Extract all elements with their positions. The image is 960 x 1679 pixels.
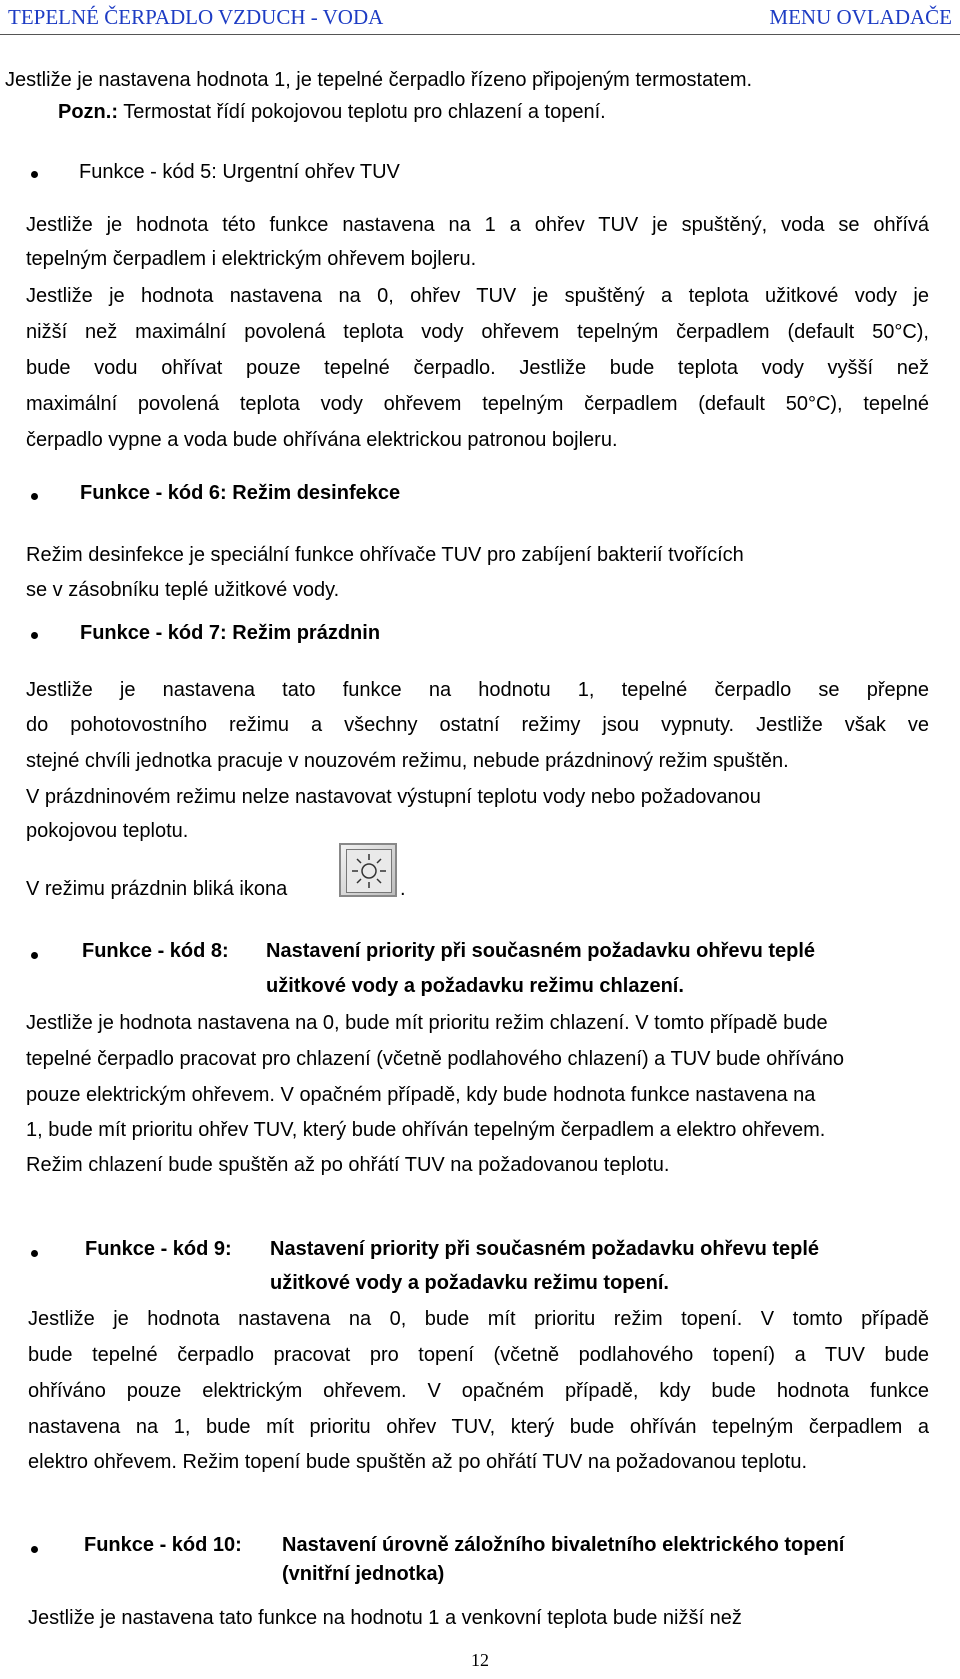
f5-line: nižší než maximální povolená teplota vody ohřevem tepelným čerpadlem (default 50°C), <box>26 321 929 343</box>
f9-line: bude tepelné čerpadlo pracovat pro topení (včetně podlahového topení) a TUV bude <box>28 1344 929 1366</box>
f9-label: Funkce - kód 9: <box>85 1238 232 1260</box>
f5-line: bude vodu ohřívat pouze tepelné čerpadlo. Jestliže bude teplota vody vyšší než <box>26 357 929 379</box>
icon-period: . <box>400 878 406 900</box>
bullet-icon <box>31 952 38 959</box>
bullet-icon <box>31 171 38 178</box>
f6-heading: Funkce - kód 6: Režim desinfekce <box>80 482 401 504</box>
sun-icon <box>339 843 397 897</box>
f9-line: elektro ohřevem. Režim topení bude spuštěn až po ohřátí TUV na požadovanou teplotu. <box>28 1451 808 1473</box>
f8-line: 1, bude mít prioritu ohřev TUV, který bude ohříván tepelným čerpadlem a elektro ohřevem. <box>26 1119 826 1141</box>
f8-line: Režim chlazení bude spuštěn až po ohřátí TUV na požadovanou teplotu. <box>26 1154 670 1176</box>
f10-line: Jestliže je nastavena tato funkce na hodnotu 1 a venkovní teplota bude nižší než <box>28 1607 742 1629</box>
note-text: Termostat řídí pokojovou teplotu pro chlazení a topení. <box>118 101 606 123</box>
f9-line: Jestliže je hodnota nastavena na 0, bude mít prioritu režim topení. V tomto případě <box>28 1308 929 1330</box>
f9-title: užitkové vody a požadavku režimu topení. <box>270 1272 669 1294</box>
f7-heading: Funkce - kód 7: Režim prázdnin <box>80 622 381 644</box>
f8-label: Funkce - kód 8: <box>82 940 229 962</box>
f8-line: tepelné čerpadlo pracovat pro chlazení (včetně podlahového chlazení) a TUV bude ohříváno <box>26 1048 844 1070</box>
header-title: TEPELNÉ ČERPADLO VZDUCH - VODA <box>8 5 384 29</box>
bullet-icon <box>31 1250 38 1257</box>
f7-line: do pohotovostního režimu a všechny ostatní režimy jsou vypnuty. Jestliže však ve <box>26 714 929 736</box>
bullet-icon <box>31 493 38 500</box>
note-label: Pozn.: <box>58 101 118 123</box>
f5-line: tepelným čerpadlem i elektrickým ohřevem bojleru. <box>26 248 477 270</box>
f5-line: maximální povolená teplota vody ohřevem tepelným čerpadlem (default 50°C), tepelné <box>26 393 929 415</box>
f8-line: Jestliže je hodnota nastavena na 0, bude mít prioritu režim chlazení. V tomto případě bude <box>26 1012 828 1034</box>
page-header <box>0 0 960 35</box>
header-section: MENU OVLADAČE <box>769 5 952 29</box>
f9-line: nastavena na 1, bude mít prioritu ohřev TUV, který bude ohříván tepelným čerpadlem a <box>28 1416 929 1438</box>
f5-line: Jestliže je hodnota nastavena na 0, ohřev TUV je spuštěný a teplota užitkové vody je <box>26 285 929 307</box>
f5-heading: Funkce - kód 5: Urgentní ohřev TUV <box>79 161 400 183</box>
f8-line: pouze elektrickým ohřevem. V opačném případě, kdy bude hodnota funkce nastavena na <box>26 1084 816 1106</box>
f8-title: užitkové vody a požadavku režimu chlazení. <box>266 975 684 997</box>
f9-line: ohříváno pouze elektrickým ohřevem. V opačném případě, kdy bude hodnota funkce <box>28 1380 929 1402</box>
f10-label: Funkce - kód 10: <box>84 1534 242 1556</box>
intro-line: Jestliže je nastavena hodnota 1, je tepelné čerpadlo řízeno připojeným termostatem. <box>5 69 753 91</box>
f8-title: Nastavení priority při současném požadavku ohřevu teplé <box>266 940 816 962</box>
bullet-icon <box>31 1546 38 1553</box>
page-number: 12 <box>471 1650 489 1670</box>
f7-icon-sentence: V režimu prázdnin bliká ikona <box>26 878 288 900</box>
f10-title: (vnitřní jednotka) <box>282 1563 445 1585</box>
f5-line: čerpadlo vypne a voda bude ohřívána elektrickou patronou bojleru. <box>26 429 618 451</box>
bullet-icon <box>31 632 38 639</box>
f6-line: se v zásobníku teplé užitkové vody. <box>26 579 340 601</box>
f7-line: stejné chvíli jednotka pracuje v nouzovém režimu, nebude prázdninový režim spuštěn. <box>26 750 789 772</box>
f9-title: Nastavení priority při současném požadavku ohřevu teplé <box>270 1238 820 1260</box>
f5-line: Jestliže je hodnota této funkce nastavena na 1 a ohřev TUV je spuštěný, voda se ohřívá <box>26 214 929 236</box>
f10-title: Nastavení úrovně záložního bivaletního elektrického topení <box>282 1534 845 1556</box>
intro-note <box>58 99 606 125</box>
f7-line: pokojovou teplotu. <box>26 820 189 842</box>
f7-line: Jestliže je nastavena tato funkce na hodnotu 1, tepelné čerpadlo se přepne <box>26 679 929 701</box>
f7-line: V prázdninovém režimu nelze nastavovat výstupní teplotu vody nebo požadovanou <box>26 786 761 808</box>
f6-line: Režim desinfekce je speciální funkce ohřívače TUV pro zabíjení bakterií tvořících <box>26 544 744 566</box>
